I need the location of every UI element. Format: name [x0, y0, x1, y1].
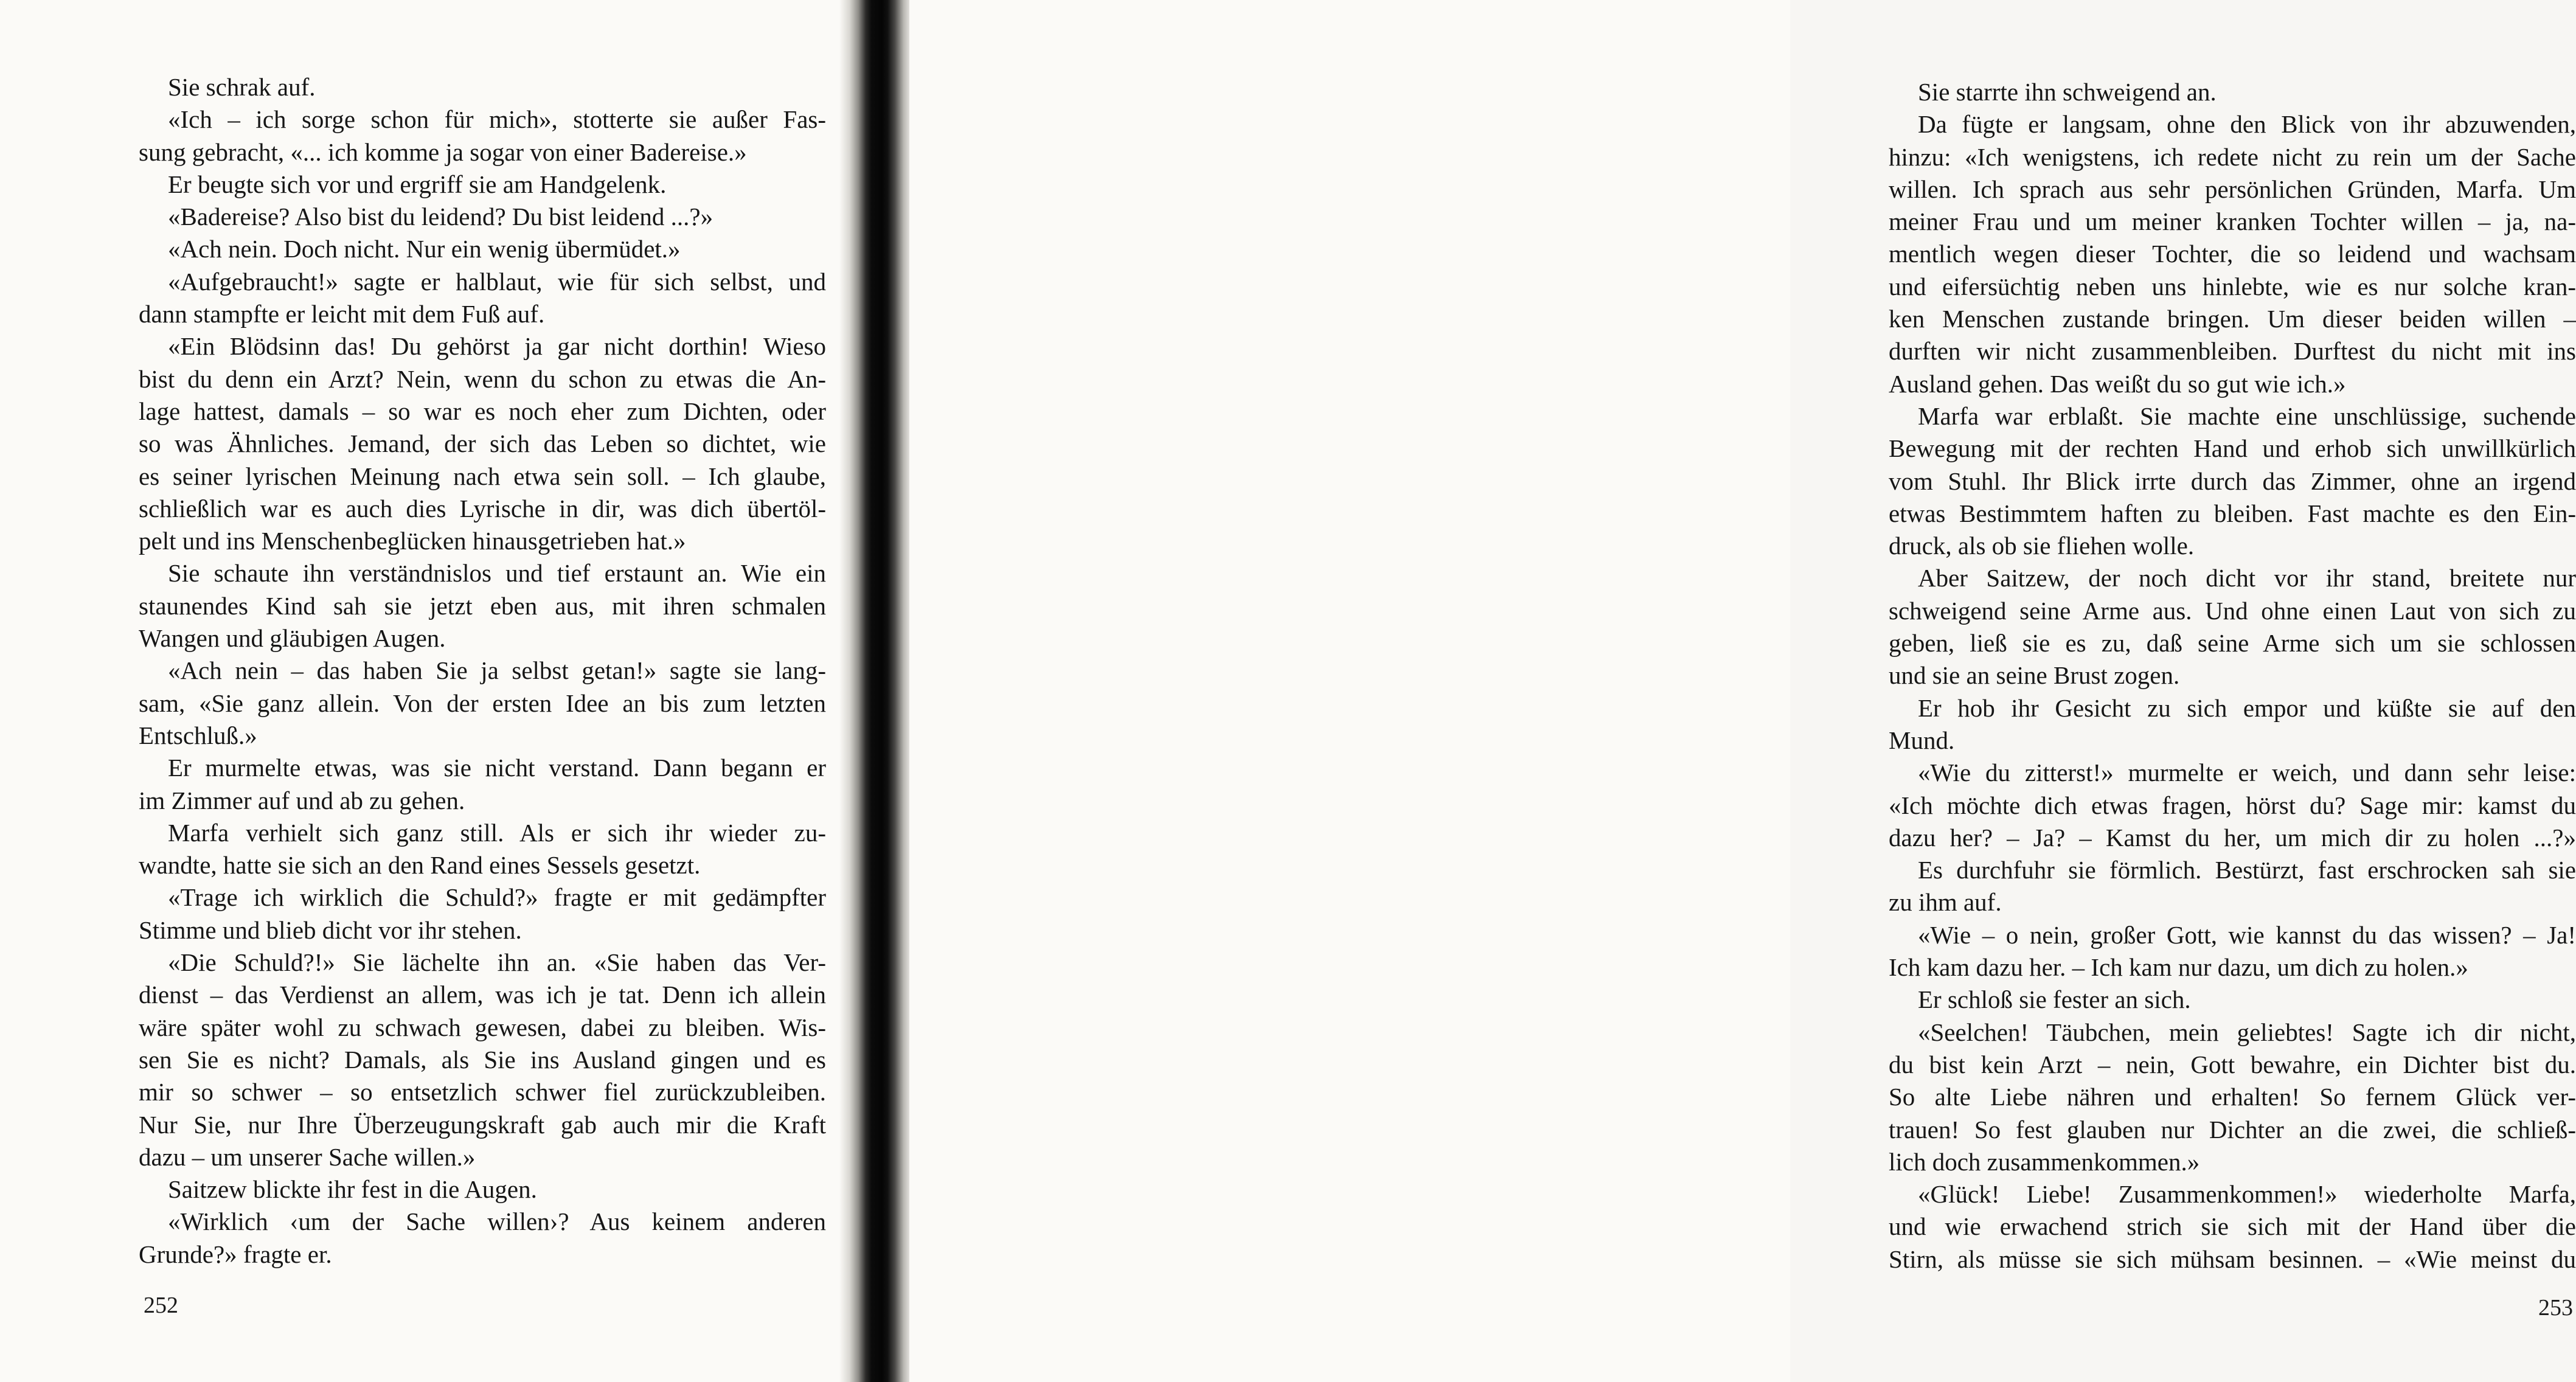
text-line: dazu her? – Ja? – Kamst du her, um mich dir zu holen ...?»: [1889, 823, 2576, 852]
text-line: und sie an seine Brust zogen.: [1889, 661, 2180, 690]
text-line: dazu – um unserer Sache willen.»: [139, 1142, 476, 1171]
text-line: zu ihm auf.: [1889, 888, 2002, 917]
text-line: Marfa war erblaßt. Sie machte eine unschlüssige, suchende: [1918, 401, 2576, 430]
text-line: Er murmelte etwas, was sie nicht verstand. Dann begann er: [168, 754, 826, 782]
text-line: du bist kein Arzt – nein, Gott bewahre, ein Dichter bist du.: [1889, 1050, 2576, 1078]
text-line: Er hob ihr Gesicht zu sich empor und küßte sie auf den: [1918, 693, 2576, 722]
text-line: «Trage ich wirklich die Schuld?» fragte er mit gedämpfter: [168, 883, 826, 912]
text-line: sen Sie es nicht? Damals, als Sie ins Ausland gingen und es: [139, 1045, 826, 1074]
text-line: Er schloß sie fester an sich.: [1918, 985, 2191, 1014]
book-gutter: [839, 0, 912, 1382]
text-line: «Wie du zitterst!» murmelte er weich, und dann sehr leise:: [1918, 759, 2576, 787]
right-page-body: [1889, 76, 2576, 1276]
right-page: [909, 0, 2576, 1382]
text-line: lich doch zusammenkommen.»: [1889, 1147, 2200, 1176]
left-page: [0, 0, 842, 1382]
text-line: Saitzew blickte ihr fest in die Augen.: [168, 1175, 537, 1204]
text-line: so was Ähnliches. Jemand, der sich das Leben so dichtet, wie: [139, 429, 826, 458]
text-line: «Ach nein. Doch nicht. Nur ein wenig übermüdet.»: [168, 235, 681, 263]
text-line: durften wir nicht zusammenbleiben. Durftest du nicht mit ins: [1889, 337, 2576, 366]
text-line: bist du denn ein Arzt? Nein, wenn du schon zu etwas die An-: [139, 364, 826, 393]
text-line: Wangen und gläubigen Augen.: [139, 624, 446, 653]
text-line: es seiner lyrischen Meinung nach etwa sein soll. – Ich glaube,: [139, 462, 826, 490]
text-line: dienst – das Verdienst an allem, was ich je tat. Denn ich allein: [139, 981, 826, 1009]
text-line: ken Menschen zustande bringen. Um dieser beiden willen –: [1889, 305, 2576, 333]
text-line: schweigend seine Arme aus. Und ohne einen Laut von sich zu: [1889, 596, 2576, 625]
text-line: willen. Ich sprach aus sehr persönlichen Gründen, Marfa. Um: [1889, 175, 2576, 203]
text-line: sam, «Sie ganz allein. Von der ersten Idee an bis zum letzten: [139, 689, 826, 717]
text-line: Sie schaute ihn verständnislos und tief erstaunt an. Wie ein: [168, 559, 826, 588]
text-line: Nur Sie, nur Ihre Überzeugungskraft gab auch mir die Kraft: [139, 1110, 826, 1139]
text-line: schließlich war es auch dies Lyrische in dir, was dich übertöl-: [139, 494, 826, 523]
text-line: Sie schrak auf.: [168, 73, 316, 101]
text-line: wandte, hatte sie sich an den Rand eines Sessels gesetzt.: [139, 851, 701, 880]
text-line: mir so schwer – so entsetzlich schwer fiel zurückzubleiben.: [139, 1078, 826, 1106]
text-line: mentlich wegen dieser Tochter, die so leidend und wachsam: [1889, 240, 2576, 268]
text-line: «Badereise? Also bist du leidend? Du bist leidend ...?»: [168, 203, 713, 231]
text-line: Mund.: [1889, 726, 1955, 754]
text-line: «Ich möchte dich etwas fragen, hörst du? Sage mir: kamst du: [1889, 791, 2576, 819]
text-line: im Zimmer auf und ab zu gehen.: [139, 786, 465, 814]
right-page-number: 253: [2538, 1295, 2573, 1321]
text-line: Aber Saitzew, der noch dicht vor ihr stand, breitete nur: [1918, 564, 2576, 592]
text-line: «Glück! Liebe! Zusammenkommen!» wiederholte Marfa,: [1918, 1180, 2576, 1209]
text-line: «Ach nein – das haben Sie ja selbst getan!» sagte sie lang-: [168, 656, 826, 685]
left-page-body: [139, 71, 826, 1271]
text-line: hinzu: «Ich wenigstens, ich redete nicht zu rein um der Sache: [1889, 142, 2576, 171]
text-line: und wie erwachend strich sie sich mit der Hand über die: [1889, 1212, 2576, 1241]
text-line: «Aufgebraucht!» sagte er halblaut, wie für sich selbst, und: [168, 267, 826, 296]
text-line: dann stampfte er leicht mit dem Fuß auf.: [139, 300, 545, 328]
text-line: wäre später wohl zu schwach gewesen, dabei zu bleiben. Wis-: [139, 1013, 826, 1041]
text-line: Ich kam dazu her. – Ich kam nur dazu, um dich zu holen.»: [1889, 953, 2468, 982]
text-line: Da fügte er langsam, ohne den Blick von ihr abzuwenden,: [1918, 110, 2576, 139]
text-line: lage hattest, damals – so war es noch eher zum Dichten, oder: [139, 397, 826, 425]
text-line: geben, ließ sie es zu, daß seine Arme sich um sie schlossen: [1889, 629, 2576, 658]
text-line: sung gebracht, «... ich komme ja sogar von einer Badereise.»: [139, 137, 747, 166]
text-line: «Die Schuld?!» Sie lächelte ihn an. «Sie haben das Ver-: [168, 948, 826, 977]
text-line: Ausland gehen. Das weißt du so gut wie ich.»: [1889, 369, 2346, 398]
text-line: Bewegung mit der rechten Hand und erhob sich unwillkürlich: [1889, 434, 2576, 463]
text-line: vom Stuhl. Ihr Blick irrte durch das Zimmer, ohne an irgend: [1889, 467, 2576, 495]
text-line: «Ich – ich sorge schon für mich», stotterte sie außer Fas-: [168, 105, 826, 134]
text-line: und eifersüchtig neben uns hinlebte, wie es nur solche kran-: [1889, 272, 2576, 300]
text-line: etwas Bestimmtem haften zu bleiben. Fast machte es den Ein-: [1889, 499, 2576, 527]
text-line: trauen! So fest glauben nur Dichter an die zwei, die schließ-: [1889, 1115, 2576, 1144]
text-line: «Wirklich ‹um der Sache willen›? Aus keinem anderen: [168, 1207, 826, 1236]
text-line: Stirn, als müsse sie sich mühsam besinnen. – «Wie meinst du: [1889, 1245, 2576, 1273]
text-line: Er beugte sich vor und ergriff sie am Handgelenk.: [168, 170, 667, 198]
text-line: «Seelchen! Täubchen, mein geliebtes! Sagte ich dir nicht,: [1918, 1018, 2576, 1046]
text-line: Grunde?» fragte er.: [139, 1240, 332, 1268]
text-line: Es durchfuhr sie förmlich. Bestürzt, fast erschrocken sah sie: [1918, 856, 2576, 884]
text-line: «Ein Blödsinn das! Du gehörst ja gar nicht dorthin! Wieso: [168, 332, 826, 361]
text-line: staunendes Kind sah sie jetzt eben aus, mit ihren schmalen: [139, 591, 826, 620]
text-line: Stimme und blieb dicht vor ihr stehen.: [139, 915, 522, 944]
text-line: Sie starrte ihn schweigend an.: [1918, 78, 2217, 106]
text-line: pelt und ins Menschenbeglücken hinausgetrieben hat.»: [139, 527, 686, 555]
text-line: meiner Frau und um meiner kranken Tochter willen – ja, na-: [1889, 207, 2576, 236]
left-page-number: 252: [144, 1293, 178, 1318]
text-line: Entschluß.»: [139, 721, 257, 749]
text-line: So alte Liebe nähren und erhalten! So fernem Glück ver-: [1889, 1083, 2576, 1111]
text-line: Marfa verhielt sich ganz still. Als er sich ihr wieder zu-: [168, 818, 826, 847]
text-line: druck, als ob sie fliehen wolle.: [1889, 532, 2195, 560]
text-line: «Wie – o nein, großer Gott, wie kannst du das wissen? – Ja!: [1918, 920, 2576, 949]
